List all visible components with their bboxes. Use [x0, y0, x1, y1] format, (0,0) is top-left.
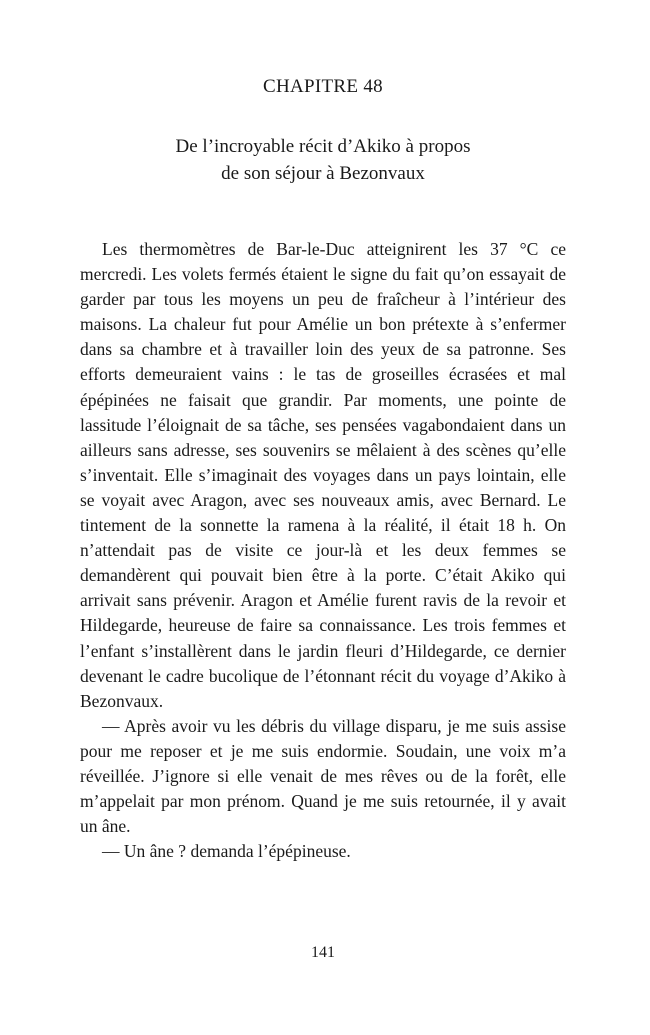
- page-number: 141: [311, 944, 335, 961]
- paragraph: Les thermomètres de Bar-le-Duc atteignirent les 37 °C ce mercredi. Les volets fermés étaient le signe du fait qu’on essayait de garder par tous les moyens un peu de fraîcheur à l’intérieur des maisons. La chaleur fut pour Amélie un bon prétexte à s’enfermer dans sa chambre et à travailler loin des yeux de sa patronne. Ses efforts demeuraient vains : le tas de groseilles écrasées et mal épépinées ne faisait que grandir. Par moments, une pointe de lassitude l’éloignait de sa tâche, ses pensées vagabondaient dans un ailleurs sans adresse, ses souvenirs se mêlaient à des scènes qu’elle s’inventait. Elle s’imaginait des voyages dans un pays lointain, elle se voyait avec Aragon, avec ses nouveaux amis, avec Bernard. Le tintement de la sonnette la ramena à la réalité, il était 18 h. On n’attendait pas de visite ce jour-là et les deux femmes se demandèrent qui pouvait bien être à la porte. C’était Akiko qui arrivait sans prévenir. Aragon et Amélie furent ravis de la revoir et Hildegarde, heureuse de faire sa connaissance. Les trois femmes et l’enfant s’installèrent dans le jardin fleuri d’Hildegarde, ce dernier devenant le cadre bucolique de l’étonnant récit du voyage d’Akiko à Bezonvaux.: [80, 239, 566, 711]
- chapter-title-line: De l’incroyable récit d’Akiko à propos: [175, 136, 471, 157]
- paragraph: — Un âne ? demanda l’épépineuse.: [102, 841, 351, 862]
- paragraph: — Après avoir vu les débris du village disparu, je me suis assise pour me reposer et je me suis endormie. Soudain, une voix m’a réveillée. J’ignore si elle venait de mes rêves ou de la forêt, elle m’appelait par mon prénom. Quand je me suis retournée, il y avait un âne.: [80, 715, 566, 837]
- chapter-title-line: de son séjour à Bezonvaux: [221, 163, 425, 184]
- chapter-title: [80, 133, 566, 187]
- body-text: [80, 237, 566, 864]
- chapter-number: CHAPITRE 48: [263, 76, 383, 97]
- book-page: [80, 0, 566, 1035]
